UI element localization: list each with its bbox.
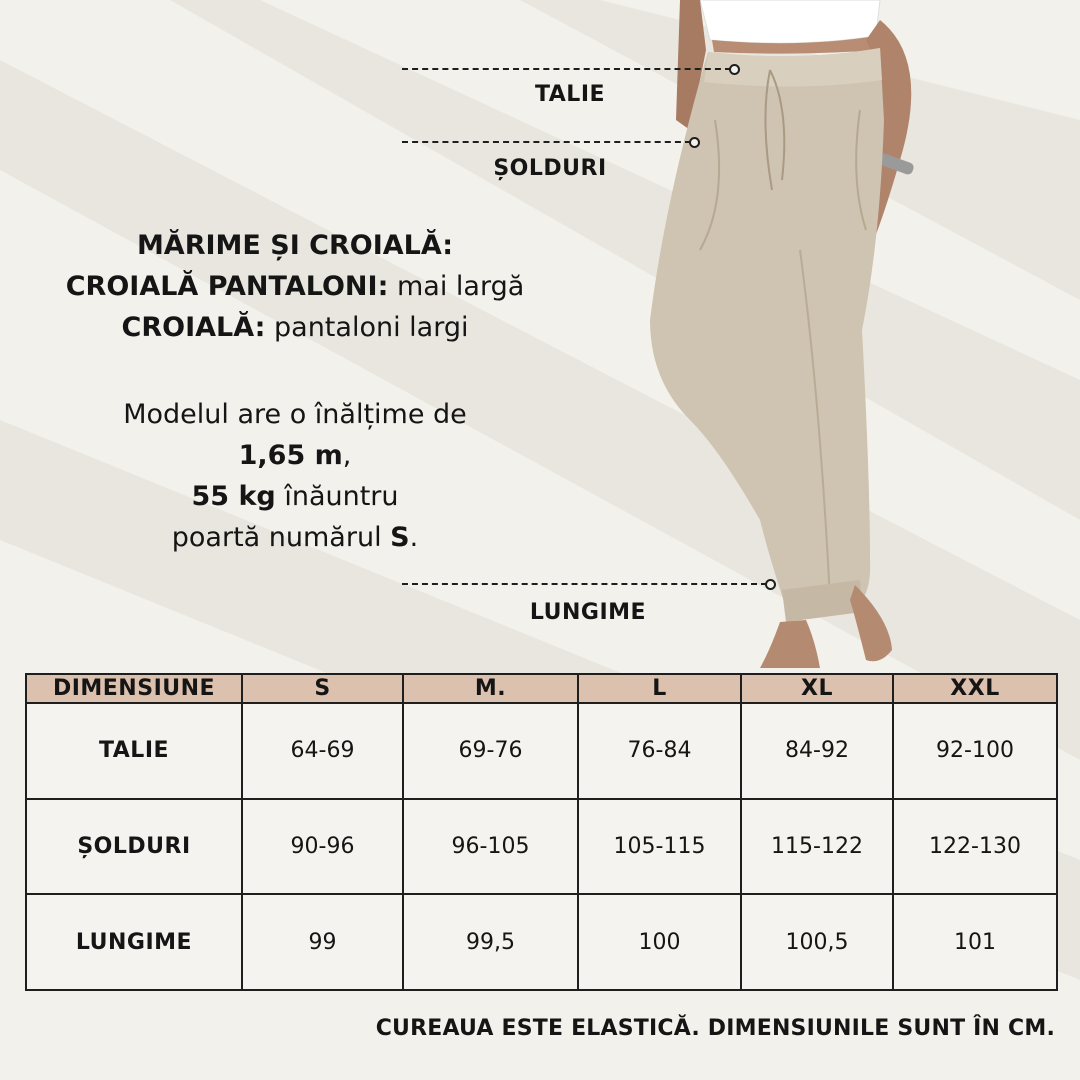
hips-label: ȘOLDURI: [493, 156, 607, 181]
table-cell: 99,5: [403, 894, 578, 990]
trouser-fit-label: CROIALĂ PANTALONI:: [65, 271, 389, 302]
model-size-suffix: .: [409, 522, 419, 553]
header-cell: XXL: [893, 674, 1057, 703]
table-cell: 115-122: [741, 799, 893, 895]
row-label: LUNGIME: [26, 894, 242, 990]
model-info-line1: Modelul are o înălțime de: [123, 399, 467, 430]
measure-dot-icon: [765, 579, 776, 590]
table-cell: 64-69: [242, 703, 403, 799]
table-cell: 69-76: [403, 703, 578, 799]
table-row: [26, 703, 1057, 799]
table-cell: 100,5: [741, 894, 893, 990]
measure-dot-icon: [689, 137, 700, 148]
table-cell: 105-115: [578, 799, 741, 895]
table-cell: 100: [578, 894, 741, 990]
footer-note: CUREAUA ESTE ELASTICĂ. DIMENSIUNILE SUNT ÎN CM.: [375, 1016, 1055, 1041]
table-row: [26, 799, 1057, 895]
model-height: 1,65 m: [238, 440, 343, 471]
table-cell: 84-92: [741, 703, 893, 799]
trouser-fit-value: mai largă: [396, 271, 525, 302]
header-cell: M.: [403, 674, 578, 703]
row-label: TALIE: [26, 703, 242, 799]
model-weight-suffix: înăuntru: [284, 481, 399, 512]
model-info: [30, 394, 560, 558]
model-weight: 55 kg: [191, 481, 276, 512]
header-cell: L: [578, 674, 741, 703]
hips-measure-line: [402, 135, 700, 149]
fit-value: pantaloni largi: [274, 312, 469, 343]
table-cell: 92-100: [893, 703, 1057, 799]
header-cell: S: [242, 674, 403, 703]
measure-dot-icon: [729, 64, 740, 75]
size-table: [25, 673, 1058, 991]
fit-heading: MĂRIME ȘI CROIALĂ:: [136, 230, 454, 261]
length-label: LUNGIME: [529, 600, 647, 625]
model-size-prefix: poartă numărul: [171, 522, 382, 553]
row-label: ȘOLDURI: [26, 799, 242, 895]
model-size: S: [390, 522, 410, 553]
table-cell: 76-84: [578, 703, 741, 799]
waist-measure-line: [402, 62, 740, 76]
waist-label: TALIE: [534, 82, 606, 107]
table-row: [26, 894, 1057, 990]
header-cell: XL: [741, 674, 893, 703]
length-measure-line: [402, 577, 776, 591]
table-header-row: [26, 674, 1057, 703]
table-cell: 90-96: [242, 799, 403, 895]
table-cell: 122-130: [893, 799, 1057, 895]
table-cell: 99: [242, 894, 403, 990]
fit-info: [30, 225, 560, 348]
table-cell: 101: [893, 894, 1057, 990]
table-cell: 96-105: [403, 799, 578, 895]
header-cell: DIMENSIUNE: [26, 674, 242, 703]
model-height-suffix: ,: [342, 440, 352, 471]
fit-label: CROIALĂ:: [121, 312, 266, 343]
